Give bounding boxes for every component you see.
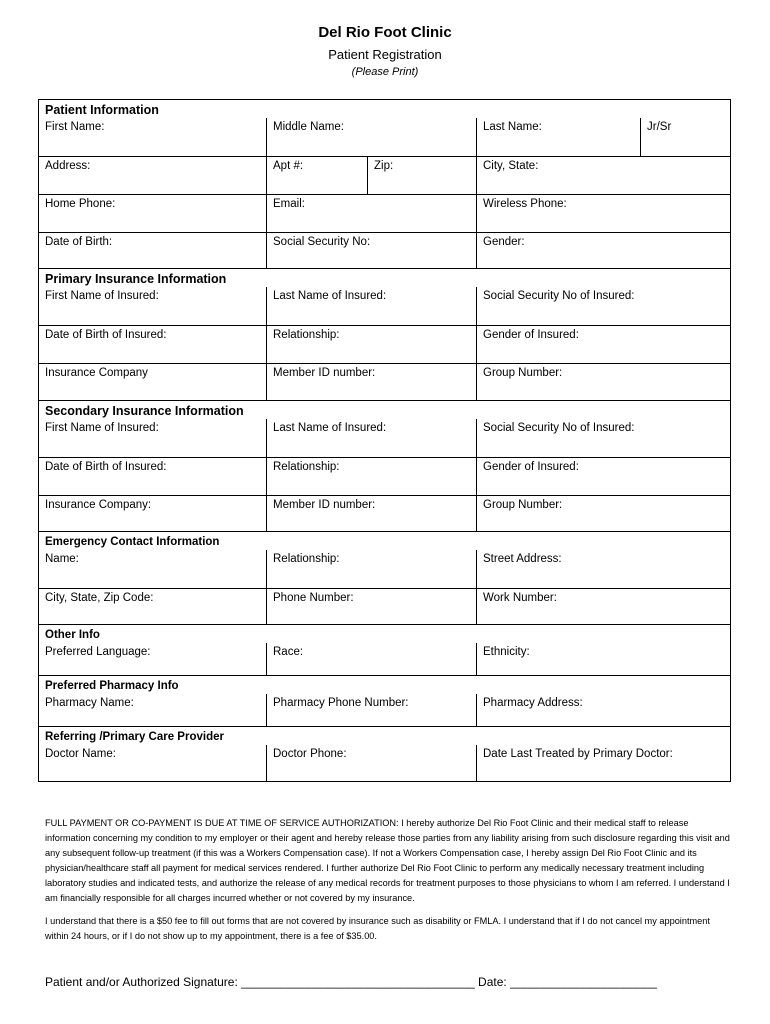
emergency-street-field[interactable]: Street Address: xyxy=(476,550,730,588)
secondary-last-name-field[interactable]: Last Name of Insured: xyxy=(266,419,476,457)
secondary-gender-field[interactable]: Gender of Insured: xyxy=(476,458,730,495)
secondary-group-field[interactable]: Group Number: xyxy=(476,496,730,531)
wireless-phone-field[interactable]: Wireless Phone: xyxy=(476,195,730,232)
secondary-ssn-field[interactable]: Social Security No of Insured: xyxy=(476,419,730,457)
secondary-relationship-field[interactable]: Relationship: xyxy=(266,458,476,495)
print-note: (Please Print) xyxy=(351,66,419,78)
apt-field[interactable]: Apt #: xyxy=(266,157,367,194)
primary-member-id-field[interactable]: Member ID number: xyxy=(266,364,476,400)
secondary-row-names xyxy=(39,419,730,457)
zip-field[interactable]: Zip: xyxy=(367,157,476,194)
emergency-name-field[interactable]: Name: xyxy=(45,553,79,565)
pharmacy-row xyxy=(39,694,730,726)
suffix-field[interactable]: Jr/Sr xyxy=(640,118,730,156)
fee-paragraph: I understand that there is a $50 fee to fill out forms that are not covered by insurance such as disability or FMLA. I understand that if I do not cancel my appointment within 24 hours, or if I do not show up to my appointment, there is a fee of $35.00. xyxy=(45,916,710,941)
section-heading-secondary-insurance: Secondary Insurance Information xyxy=(39,400,730,419)
ethnicity-field[interactable]: Ethnicity: xyxy=(476,643,730,675)
patient-row-contact xyxy=(39,194,730,232)
primary-row-company xyxy=(39,363,730,400)
last-name-field[interactable]: Last Name: xyxy=(476,118,640,156)
emergency-city-zip-field[interactable]: City, State, Zip Code: xyxy=(45,592,154,604)
secondary-row-company xyxy=(39,495,730,531)
secondary-dob-field[interactable]: Date of Birth of Insured: xyxy=(45,461,167,473)
primary-relationship-field[interactable]: Relationship: xyxy=(266,326,476,363)
primary-dob-field[interactable]: Date of Birth of Insured: xyxy=(45,329,167,341)
other-row xyxy=(39,643,730,675)
secondary-member-id-field[interactable]: Member ID number: xyxy=(266,496,476,531)
primary-last-name-field[interactable]: Last Name of Insured: xyxy=(266,287,476,325)
patient-row-identity xyxy=(39,232,730,268)
referring-row xyxy=(39,745,730,781)
form-subtitle: Patient Registration xyxy=(328,47,442,62)
secondary-company-field[interactable]: Insurance Company: xyxy=(45,499,152,511)
section-heading-other: Other Info xyxy=(39,624,730,643)
city-state-field[interactable]: City, State: xyxy=(476,157,730,194)
language-field[interactable]: Preferred Language: xyxy=(45,646,151,658)
primary-ssn-field[interactable]: Social Security No of Insured: xyxy=(476,287,730,325)
ssn-field[interactable]: Social Security No: xyxy=(266,233,476,268)
primary-row-names xyxy=(39,287,730,325)
registration-form xyxy=(38,99,731,782)
emergency-work-field[interactable]: Work Number: xyxy=(476,589,730,624)
primary-group-field[interactable]: Group Number: xyxy=(476,364,730,400)
pharmacy-address-field[interactable]: Pharmacy Address: xyxy=(476,694,730,726)
email-field[interactable]: Email: xyxy=(266,195,476,232)
patient-row-names xyxy=(39,118,730,156)
address-field[interactable]: Address: xyxy=(45,160,91,172)
doctor-phone-field[interactable]: Doctor Phone: xyxy=(266,745,476,781)
last-treated-field[interactable]: Date Last Treated by Primary Doctor: xyxy=(476,745,730,781)
dob-field[interactable]: Date of Birth: xyxy=(45,236,113,248)
patient-row-address xyxy=(39,156,730,194)
emergency-relationship-field[interactable]: Relationship: xyxy=(266,550,476,588)
emergency-row-1 xyxy=(39,550,730,588)
section-heading-pharmacy: Preferred Pharmacy Info xyxy=(39,675,730,694)
pharmacy-phone-field[interactable]: Pharmacy Phone Number: xyxy=(266,694,476,726)
primary-gender-field[interactable]: Gender of Insured: xyxy=(476,326,730,363)
primary-first-name-field[interactable]: First Name of Insured: xyxy=(45,290,159,302)
doctor-name-field[interactable]: Doctor Name: xyxy=(45,748,116,760)
first-name-field[interactable]: First Name: xyxy=(45,121,105,133)
authorization-paragraph: FULL PAYMENT OR CO-PAYMENT IS DUE AT TIME OF SERVICE AUTHORIZATION: I hereby authorize Del Rio Foot Clinic and their medical staff to release information concerning my condition to my employer or their agent and hereby release those parties from any liability arising from such disclosure regarding this visit and any subsequent follow-up treatment (if this was a Workers Compensation case). If not a Workers Compensation case, I hereby assign Del Rio Foot Clinic and its physician/healthcare staff all payment for medical services rendered. I further authorize Del Rio Foot Clinic to perform any medically necessary treatment including laboratory studies and indicated tests, and authorize the release of any medical records for treatment purposes to those physicians to whom I am referred. I understand I am financially responsible for all charges incurred whether or not covered by my insurance. xyxy=(45,818,730,903)
primary-row-details xyxy=(39,325,730,363)
pharmacy-name-field[interactable]: Pharmacy Name: xyxy=(45,697,134,709)
authorization-text xyxy=(45,816,735,952)
section-heading-primary-insurance: Primary Insurance Information xyxy=(39,268,730,287)
primary-company-field[interactable]: Insurance Company xyxy=(45,367,148,379)
clinic-title: Del Rio Foot Clinic xyxy=(318,24,452,41)
section-heading-referring: Referring /Primary Care Provider xyxy=(39,726,730,745)
secondary-row-details xyxy=(39,457,730,495)
section-heading-patient: Patient Information xyxy=(45,103,159,117)
emergency-row-2 xyxy=(39,588,730,624)
middle-name-field[interactable]: Middle Name: xyxy=(266,118,476,156)
emergency-phone-field[interactable]: Phone Number: xyxy=(266,589,476,624)
secondary-first-name-field[interactable]: First Name of Insured: xyxy=(45,422,159,434)
signature-line[interactable]: Patient and/or Authorized Signature: ___________________________________ Date: ______________________ xyxy=(45,975,657,989)
race-field[interactable]: Race: xyxy=(266,643,476,675)
gender-field[interactable]: Gender: xyxy=(476,233,730,268)
section-heading-emergency: Emergency Contact Information xyxy=(39,531,730,550)
home-phone-field[interactable]: Home Phone: xyxy=(45,198,116,210)
